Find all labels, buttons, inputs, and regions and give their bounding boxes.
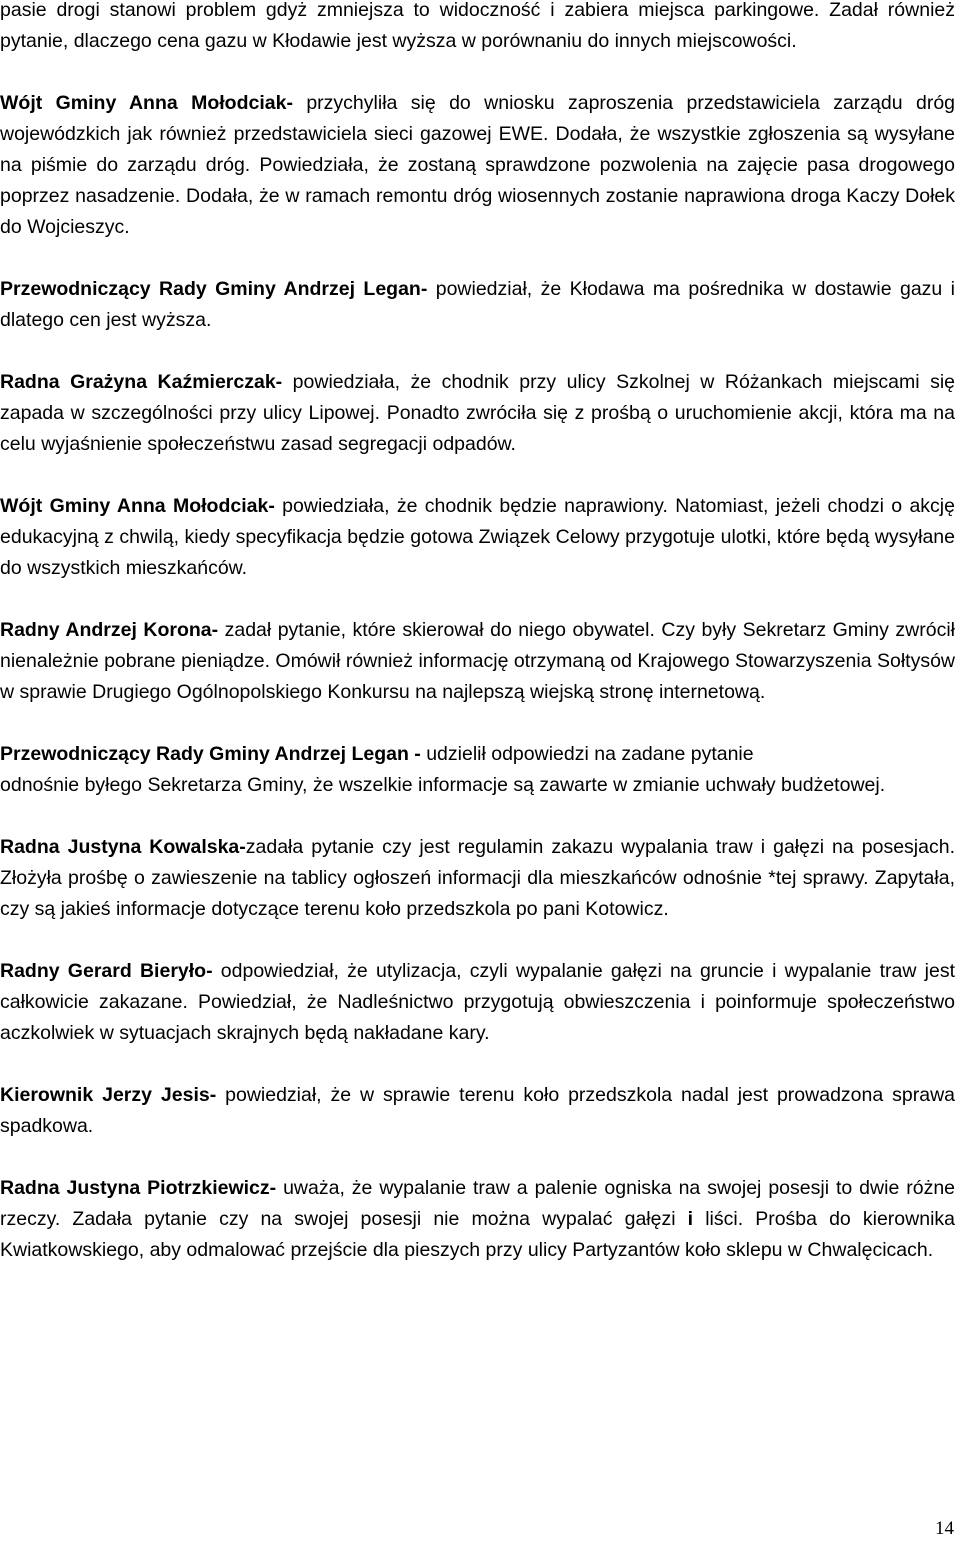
paragraph-text: uważa, że wypalanie traw a palenie ogniska na swojej posesji to dwie różne rzeczy. Zadała pytanie czy na swojej posesji nie można wypalać gałęzi <box>0 1177 956 1230</box>
speaker-name: Przewodniczący Rady Gminy Andrzej Legan - <box>0 743 421 765</box>
paragraph-text: pasie drogi stanowi problem gdyż zmniejsza to widoczność i zabiera miejsca parkingowe. Zadał również pytanie, dlaczego cena gazu w Kłodawie jest wyższa w porównaniu do innych miejscowości. <box>0 0 955 52</box>
speaker-name: Kierownik Jerzy Jesis- <box>0 1084 217 1106</box>
paragraph-kazmierczak <box>0 367 955 460</box>
speaker-name: Wójt Gminy Anna Mołodciak- <box>0 92 293 114</box>
paragraph-text-continuation: odnośnie byłego Sekretarza Gminy, że wszelkie informacje są zawarte w zmianie uchwały budżetowej. <box>0 774 886 796</box>
speaker-name: Radna Justyna Kowalska- <box>0 836 246 858</box>
paragraph-text: zadała pytanie czy jest regulamin zakazu wypalania traw i gałęzi na posesjach. Złożyła prośbę o zawieszenie na tablicy ogłoszeń informacji dla mieszkańców odnośnie *tej sprawy. Zapytała, czy są jakieś informacje dotyczące terenu koło przedszkola po pani Kotowicz. <box>0 836 955 920</box>
paragraph-text: powiedziała, że chodnik będzie naprawiony. Natomiast, jeżeli chodzi o akcję edukacyjną z chwilą, kiedy specyfikacja będzie gotowa Związek Celowy przygotuje ulotki, które będą wysyłane do wszystkich mieszkańców. <box>0 495 955 579</box>
bold-word: i <box>687 1208 694 1230</box>
speaker-name: Radny Gerard Bieryło- <box>0 960 213 982</box>
paragraph-text: powiedziała, że chodnik przy ulicy Szkolnej w Różankach miejscami się zapada w szczególności przy ulicy Lipowej. Ponadto zwróciła się z prośbą o uruchomienie akcji, która ma na celu wyjaśnienie społeczeństwu zasad segregacji odpadów. <box>0 371 955 455</box>
paragraph-bierylo <box>0 956 955 1049</box>
speaker-name: Radna Justyna Piotrzkiewicz- <box>0 1177 277 1199</box>
paragraph-jesis <box>0 1080 955 1142</box>
paragraph-text: liści. Prośba do kierownika Kwiatkowskiego, aby odmalować przejście dla pieszych przy ulicy Partyzantów koło sklepu w Chwalęcicach. <box>0 1208 955 1261</box>
paragraph-piotrzkiewicz <box>0 1173 955 1266</box>
paragraph-text: odpowiedział, że utylizacja, czyli wypalanie gałęzi na gruncie i wypalanie traw jest całkowicie zakazane. Powiedział, że Nadleśnictwo przygotują obwieszczenia i poinformuje społeczeństwo aczkolwiek w sytuacjach skrajnych będą nakładane kary. <box>0 960 955 1044</box>
speaker-name: Radna Grażyna Kaźmierczak- <box>0 371 283 393</box>
paragraph-text: powiedział, że Kłodawa ma pośrednika w dostawie gazu i dlatego cen jest wyższa. <box>0 278 955 331</box>
speaker-name: Wójt Gminy Anna Mołodciak- <box>0 495 275 517</box>
paragraph-przewodniczacy-1 <box>0 274 955 336</box>
paragraph-text: udzielił odpowiedzi na zadane pytanie <box>420 743 754 765</box>
speaker-name: Radny Andrzej Korona- <box>0 619 219 641</box>
paragraph-przewodniczacy-2 <box>0 739 955 801</box>
paragraph-wojt-1 <box>0 88 955 243</box>
paragraph-continuation <box>0 0 955 57</box>
paragraph-text: zadał pytanie, które skierował do niego obywatel. Czy były Sekretarz Gminy zwrócił nienależnie pobrane pieniądze. Omówił również informację otrzymaną od Krajowego Stowarzyszenia Sołtysów w sprawie Drugiego Ogólnopolskiego Konkursu na najlepszą wiejską stronę internetową. <box>0 619 955 703</box>
paragraph-kowalska <box>0 832 955 925</box>
page-number: 14 <box>935 1518 954 1539</box>
paragraph-korona <box>0 615 955 708</box>
paragraph-text: powiedział, że w sprawie terenu koło przedszkola nadal jest prowadzona sprawa spadkowa. <box>0 1084 955 1137</box>
speaker-name: Przewodniczący Rady Gminy Andrzej Legan- <box>0 278 428 300</box>
paragraph-wojt-2 <box>0 491 955 584</box>
paragraph-text: przychyliła się do wniosku zaproszenia przedstawiciela zarządu dróg wojewódzkich jak również przedstawiciela sieci gazowej EWE. Dodała, że wszystkie zgłoszenia są wysyłane na piśmie do zarządu dróg. Powiedziała, że zostaną sprawdzone pozwolenia na zajęcie pasa drogowego poprzez nasadzenie. Dodała, że w ramach remontu dróg wiosennych zostanie naprawiona droga Kaczy Dołek do Wojcieszyc. <box>0 92 956 238</box>
